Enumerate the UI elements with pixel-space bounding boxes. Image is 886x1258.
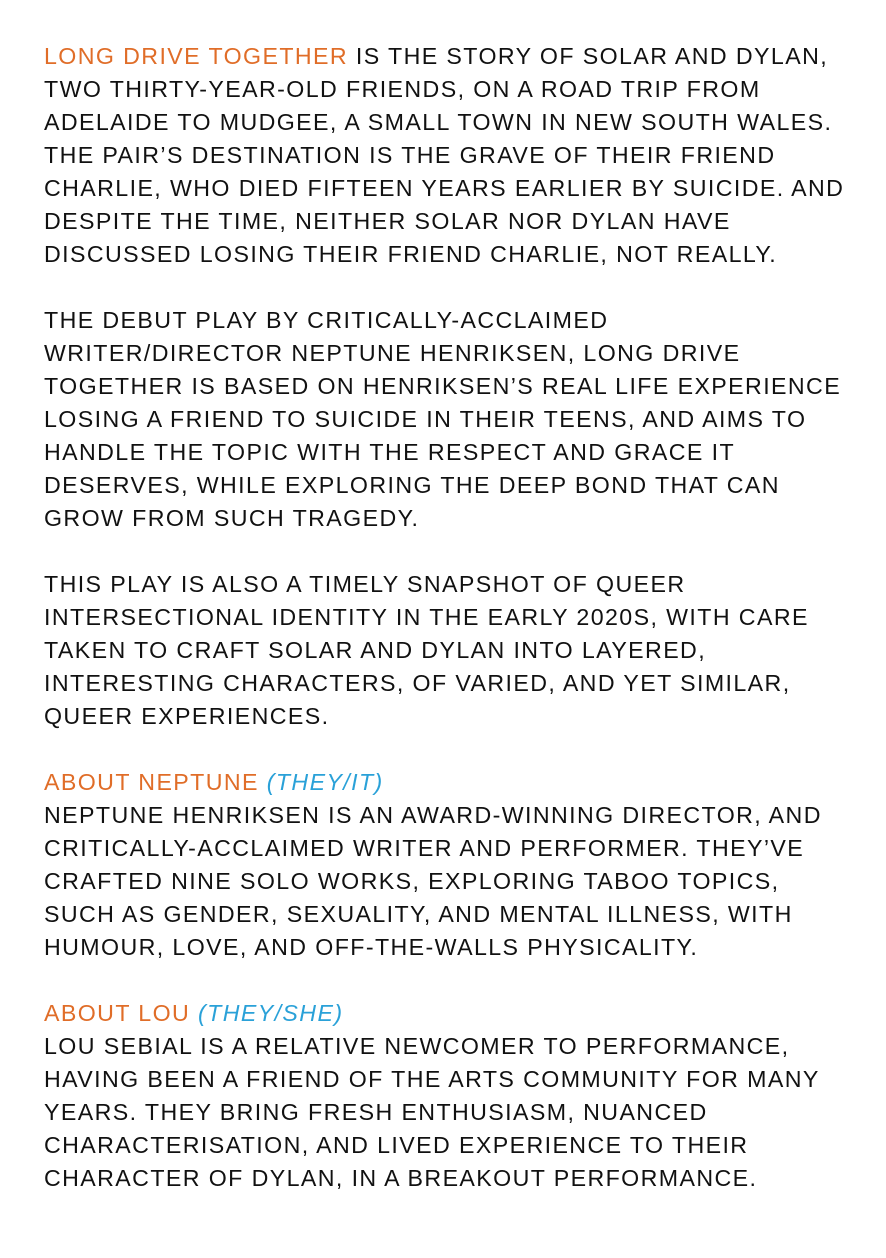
debut-line: GROW FROM SUCH TRAGEDY. [44,505,420,531]
debut-line: LOSING A FRIEND TO SUICIDE IN THEIR TEENS, AND AIMS TO [44,406,807,432]
play-title: LONG DRIVE TOGETHER [44,43,349,69]
intro-line: DESPITE THE TIME, NEITHER SOLAR NOR DYLAN HAVE [44,208,731,234]
snapshot-line: INTERESTING CHARACTERS, OF VARIED, AND YET SIMILAR, [44,670,791,696]
intro-line-1 [44,40,864,73]
intro-line-1-text: IS THE STORY OF SOLAR AND DYLAN, [348,43,829,69]
about-neptune-line: NEPTUNE HENRIKSEN IS AN AWARD-WINNING DIRECTOR, AND [44,802,822,828]
intro-paragraph [44,40,864,271]
document-page [44,40,864,1195]
snapshot-paragraph [44,568,864,733]
debut-line: TOGETHER IS BASED ON HENRIKSEN’S REAL LIFE EXPERIENCE [44,373,842,399]
about-neptune-pronouns: (THEY/IT) [266,769,384,795]
about-lou-line: HAVING BEEN A FRIEND OF THE ARTS COMMUNITY FOR MANY [44,1066,820,1092]
debut-line: HANDLE THE TOPIC WITH THE RESPECT AND GRACE IT [44,439,736,465]
about-neptune-heading-line [44,766,864,799]
debut-paragraph [44,304,864,535]
snapshot-line: QUEER EXPERIENCES. [44,703,330,729]
intro-line: TWO THIRTY-YEAR-OLD FRIENDS, ON A ROAD TRIP FROM [44,76,761,102]
snapshot-line: TAKEN TO CRAFT SOLAR AND DYLAN INTO LAYERED, [44,637,707,663]
intro-line: CHARLIE, WHO DIED FIFTEEN YEARS EARLIER BY SUICIDE. AND [44,175,845,201]
about-lou-heading-line [44,997,864,1030]
about-lou-line: LOU SEBIAL IS A RELATIVE NEWCOMER TO PERFORMANCE, [44,1033,790,1059]
about-lou-heading: ABOUT LOU [44,1000,191,1026]
about-neptune-heading: ABOUT NEPTUNE [44,769,259,795]
debut-line: WRITER/DIRECTOR NEPTUNE HENRIKSEN, LONG DRIVE [44,340,741,366]
about-lou-line: YEARS. THEY BRING FRESH ENTHUSIASM, NUANCED [44,1099,708,1125]
intro-line: ADELAIDE TO MUDGEE, A SMALL TOWN IN NEW SOUTH WALES. [44,109,833,135]
about-lou-line: CHARACTERISATION, AND LIVED EXPERIENCE TO THEIR [44,1132,749,1158]
about-neptune-line: HUMOUR, LOVE, AND OFF-THE-WALLS PHYSICALITY. [44,934,699,960]
about-neptune-line: CRITICALLY-ACCLAIMED WRITER AND PERFORMER. THEY’VE [44,835,805,861]
intro-line: THE PAIR’S DESTINATION IS THE GRAVE OF THEIR FRIEND [44,142,776,168]
snapshot-line: THIS PLAY IS ALSO A TIMELY SNAPSHOT OF QUEER [44,571,686,597]
snapshot-line: INTERSECTIONAL IDENTITY IN THE EARLY 2020S, WITH CARE [44,604,809,630]
about-lou-line: CHARACTER OF DYLAN, IN A BREAKOUT PERFORMANCE. [44,1165,758,1191]
about-lou-section [44,997,864,1195]
about-neptune-section [44,766,864,964]
about-neptune-line: SUCH AS GENDER, SEXUALITY, AND MENTAL ILLNESS, WITH [44,901,793,927]
debut-line: DESERVES, WHILE EXPLORING THE DEEP BOND THAT CAN [44,472,780,498]
debut-line: THE DEBUT PLAY BY CRITICALLY-ACCLAIMED [44,307,609,333]
about-neptune-line: CRAFTED NINE SOLO WORKS, EXPLORING TABOO TOPICS, [44,868,780,894]
intro-line: DISCUSSED LOSING THEIR FRIEND CHARLIE, NOT REALLY. [44,241,778,267]
about-lou-pronouns: (THEY/SHE) [198,1000,344,1026]
